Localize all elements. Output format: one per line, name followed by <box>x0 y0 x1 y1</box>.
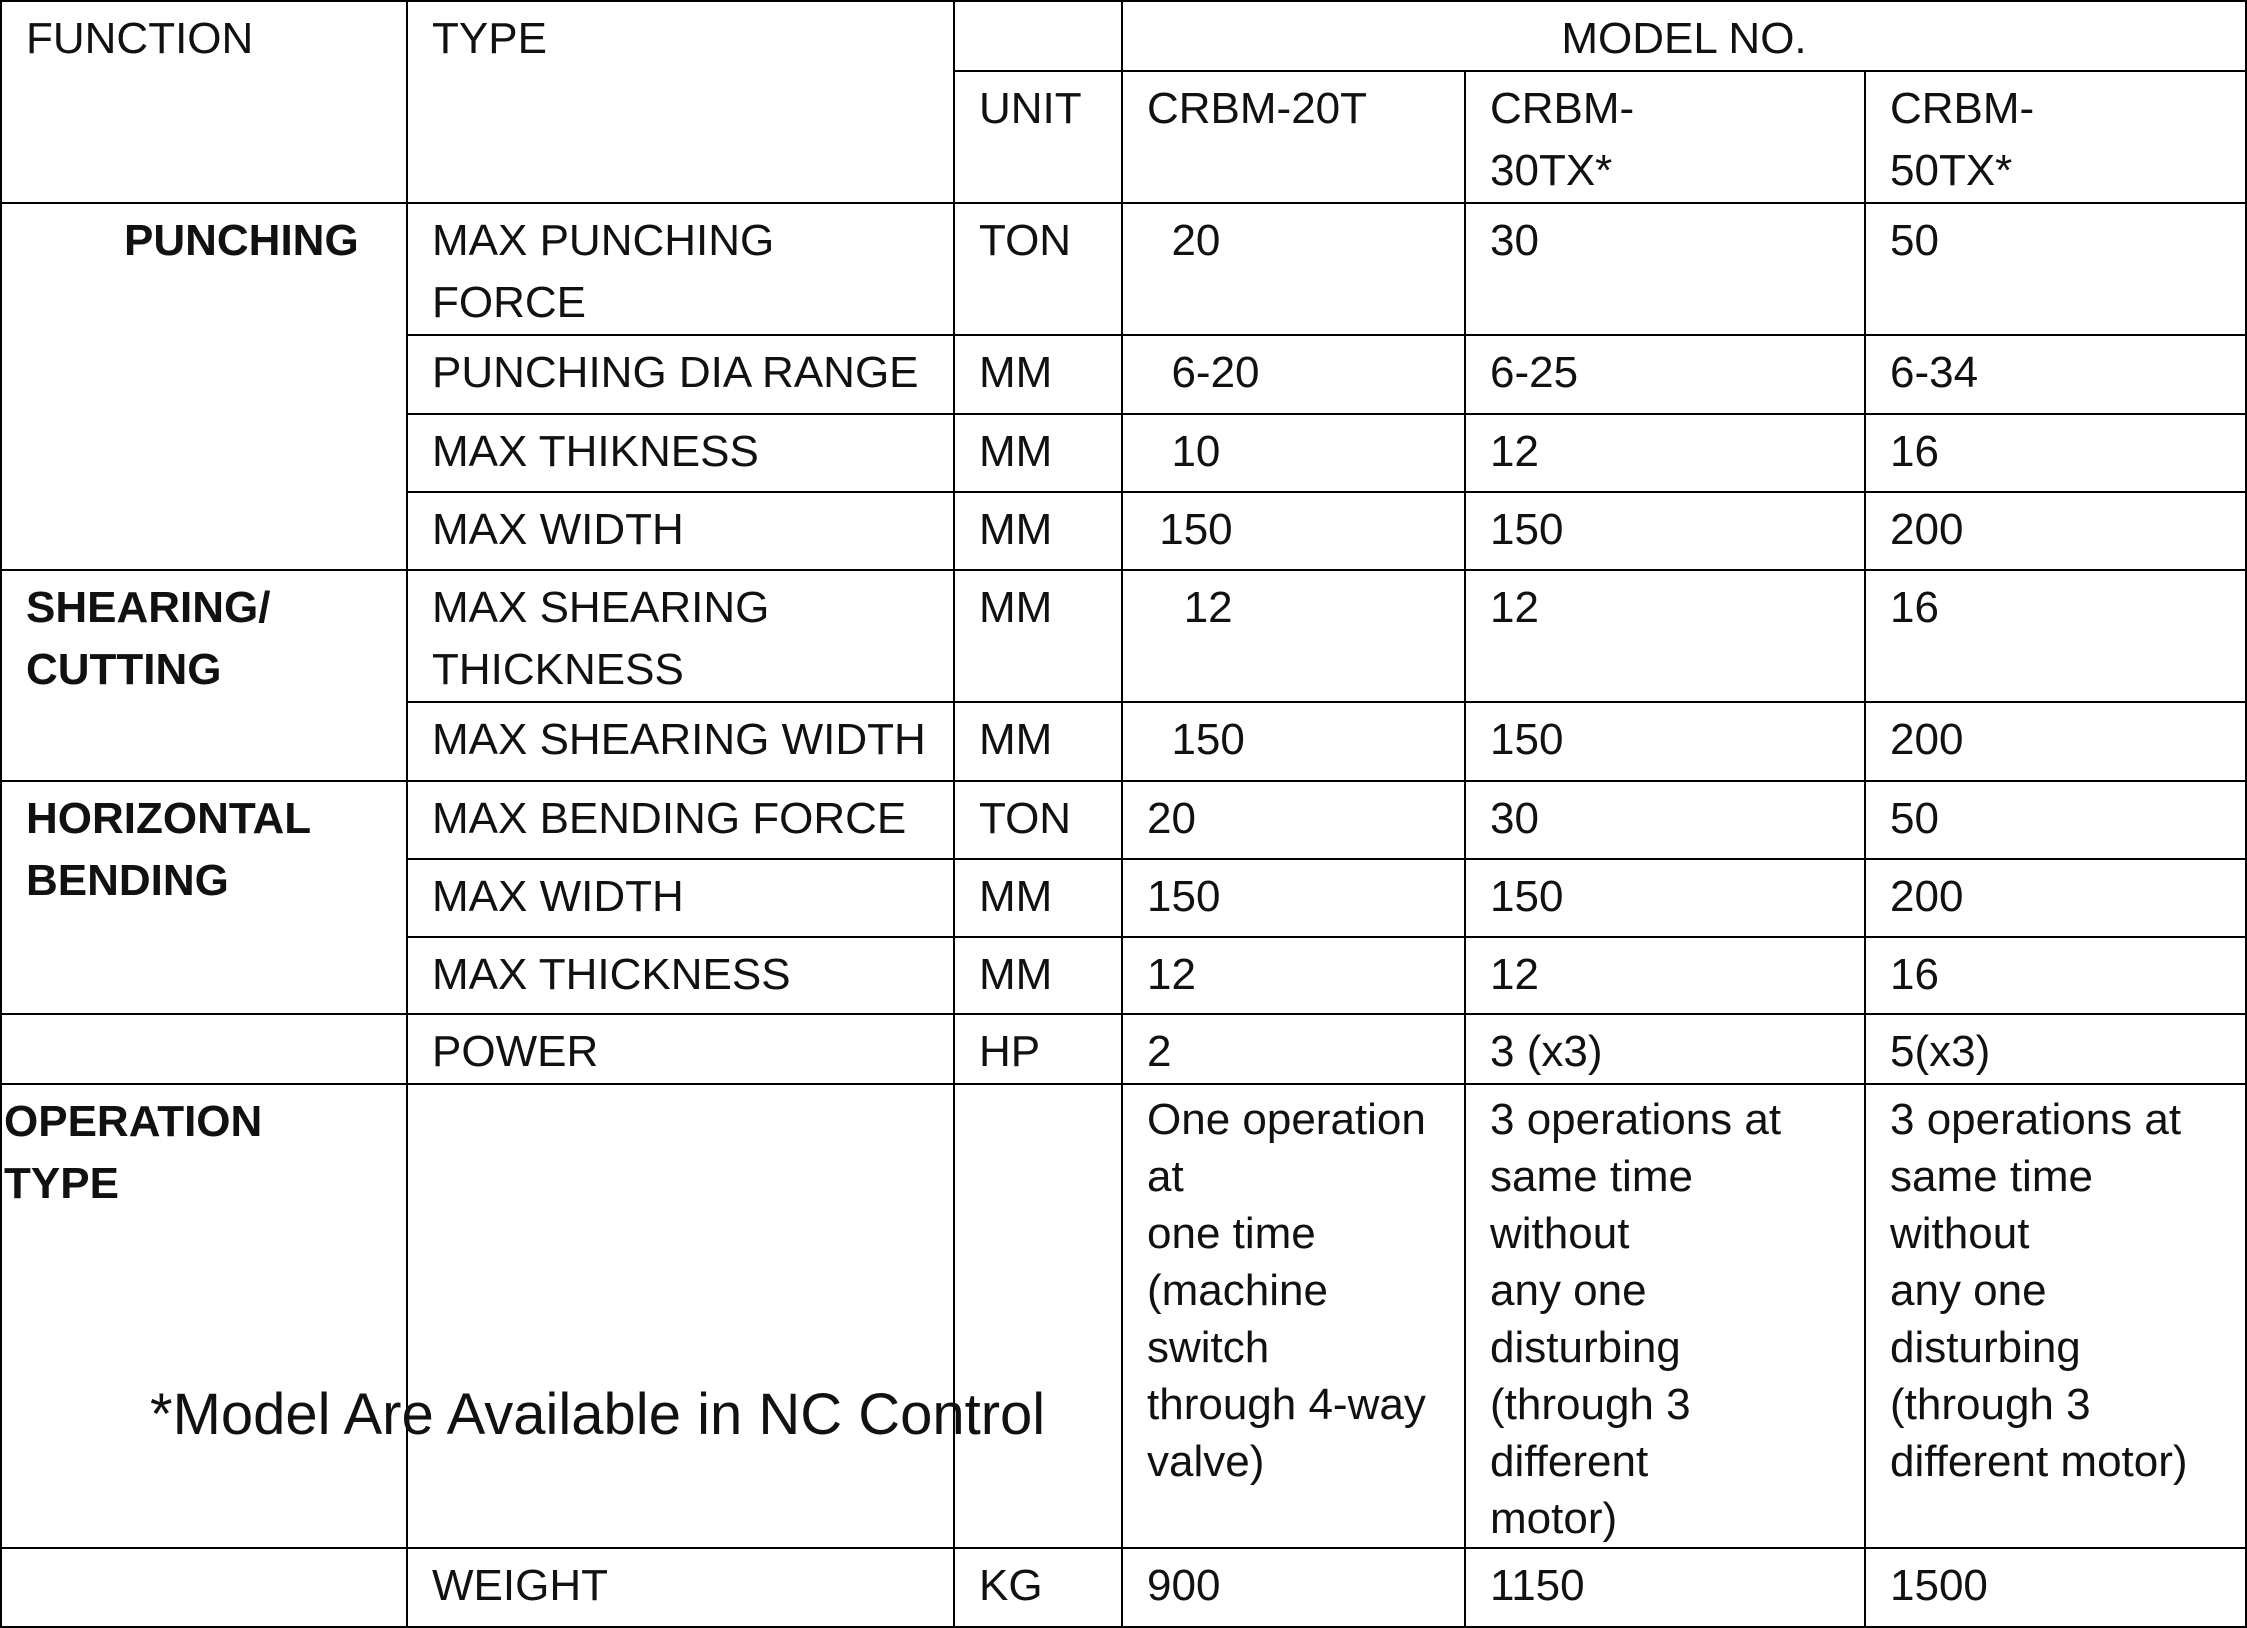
function-shearing-cutting: SHEARING/ CUTTING <box>1 570 407 781</box>
function-punching: PUNCHING <box>1 203 407 570</box>
row-type <box>407 1084 954 1548</box>
row-unit: MM <box>954 937 1122 1014</box>
row-unit: MM <box>954 492 1122 570</box>
row-value: One operation at one time (machine switch through 4-way valve) <box>1122 1084 1465 1548</box>
row-value: 12 <box>1122 570 1465 702</box>
row-type: MAX WIDTH <box>407 492 954 570</box>
row-value: 12 <box>1465 570 1865 702</box>
row-type: MAX WIDTH <box>407 859 954 937</box>
table-row <box>1 1084 2246 1548</box>
row-value: 1150 <box>1465 1548 1865 1627</box>
header-type: TYPE <box>407 1 954 203</box>
row-value: 16 <box>1865 937 2246 1014</box>
row-value: 6-25 <box>1465 335 1865 414</box>
header-function: FUNCTION <box>1 1 407 203</box>
function-horizontal-bending: HORIZONTAL BENDING <box>1 781 407 1014</box>
row-type: MAX THIKNESS <box>407 414 954 492</box>
header-row-1 <box>1 1 2246 71</box>
row-value: 12 <box>1122 937 1465 1014</box>
row-type: MAX PUNCHING FORCE <box>407 203 954 335</box>
row-unit: MM <box>954 570 1122 702</box>
row-value: 3 (x3) <box>1465 1014 1865 1084</box>
row-value: 150 <box>1122 702 1465 781</box>
header-blank-cell <box>954 1 1122 71</box>
row-value: 20 <box>1122 203 1465 335</box>
row-type: POWER <box>407 1014 954 1084</box>
row-value: 30 <box>1465 203 1865 335</box>
row-value: 6-34 <box>1865 335 2246 414</box>
table-row <box>1 203 2246 335</box>
row-unit: MM <box>954 414 1122 492</box>
row-value: 16 <box>1865 570 2246 702</box>
row-unit <box>954 1084 1122 1548</box>
row-value: 150 <box>1122 859 1465 937</box>
row-unit: MM <box>954 702 1122 781</box>
row-unit: TON <box>954 781 1122 859</box>
row-value: 50 <box>1865 203 2246 335</box>
header-unit: UNIT <box>954 71 1122 203</box>
row-value: 30 <box>1465 781 1865 859</box>
row-value: 900 <box>1122 1548 1465 1627</box>
row-value: 12 <box>1465 414 1865 492</box>
table-row <box>1 781 2246 859</box>
row-value: 12 <box>1465 937 1865 1014</box>
row-unit: TON <box>954 203 1122 335</box>
row-value: 3 operations at same time without any one disturbing (through 3 different motor) <box>1465 1084 1865 1548</box>
row-value: 200 <box>1865 859 2246 937</box>
row-value: 6-20 <box>1122 335 1465 414</box>
row-type: WEIGHT <box>407 1548 954 1627</box>
row-value: 200 <box>1865 702 2246 781</box>
row-unit: HP <box>954 1014 1122 1084</box>
row-value: 50 <box>1865 781 2246 859</box>
header-model-2: CRBM- 30TX* <box>1465 71 1865 203</box>
row-value: 150 <box>1465 702 1865 781</box>
row-unit: MM <box>954 335 1122 414</box>
function-blank-cell <box>1 1548 407 1627</box>
row-value: 150 <box>1465 859 1865 937</box>
row-value: 1500 <box>1865 1548 2246 1627</box>
row-value: 3 operations at same time without any one disturbing (through 3 different motor) <box>1865 1084 2246 1548</box>
row-type: MAX SHEARING WIDTH <box>407 702 954 781</box>
row-type: MAX SHEARING THICKNESS <box>407 570 954 702</box>
row-value: 10 <box>1122 414 1465 492</box>
function-operation-type: OPERATION TYPE <box>1 1084 407 1548</box>
header-model-1: CRBM-20T <box>1122 71 1465 203</box>
row-value: 200 <box>1865 492 2246 570</box>
row-type: PUNCHING DIA RANGE <box>407 335 954 414</box>
row-unit: MM <box>954 859 1122 937</box>
row-value: 16 <box>1865 414 2246 492</box>
row-value: 5(x3) <box>1865 1014 2246 1084</box>
row-value: 150 <box>1465 492 1865 570</box>
row-value: 20 <box>1122 781 1465 859</box>
row-type: MAX THICKNESS <box>407 937 954 1014</box>
header-model-no: MODEL NO. <box>1122 1 2246 71</box>
table-row <box>1 1014 2246 1084</box>
header-model-3: CRBM- 50TX* <box>1865 71 2246 203</box>
row-value: 150 <box>1122 492 1465 570</box>
row-type: MAX BENDING FORCE <box>407 781 954 859</box>
row-unit: KG <box>954 1548 1122 1627</box>
function-blank-cell <box>1 1014 407 1084</box>
table-row <box>1 570 2246 702</box>
row-value: 2 <box>1122 1014 1465 1084</box>
table-row <box>1 1548 2246 1627</box>
footnote: *Model Are Available in NC Control <box>150 1382 1046 1447</box>
